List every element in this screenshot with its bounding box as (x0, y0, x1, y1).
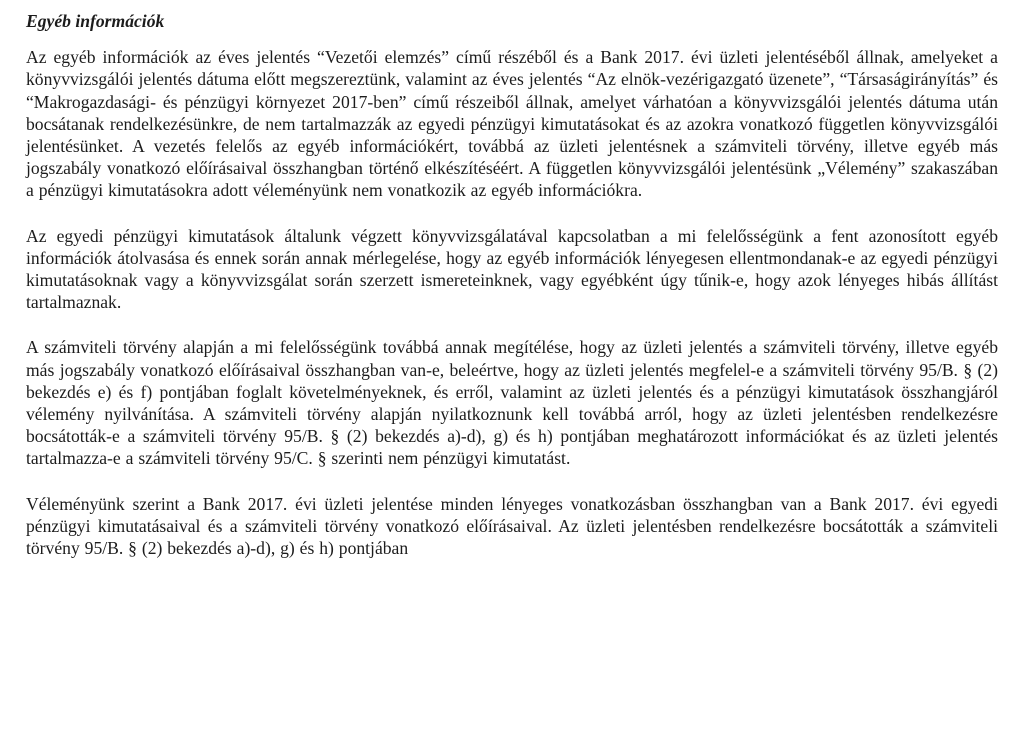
paragraph-auditor-responsibility: Az egyedi pénzügyi kimutatások általunk végzett könyvvizsgálatával kapcsolatban a mi felelősségünk a fent azonosított egyéb információk átolvasása és ennek során annak mérlegelése, hogy az egyéb információk lényegesen ellentmondanak-e az egyedi pénzügyi kimutatásoknak vagy a könyvvizsgálat során szerzett ismereteinknek, vagy egyébként úgy tűnik-e, hogy azok lényeges hibás állítást tartalmaznak. (26, 225, 998, 313)
paragraph-accounting-act: A számviteli törvény alapján a mi felelősségünk továbbá annak megítélése, hogy az üzleti jelentés a számviteli törvény, illetve egyéb más jogszabály vonatkozó előírásaival összhangban van-e, beleértve, hogy az üzleti jelentés megfelel-e a számviteli törvény 95/B. § (2) bekezdés e) és f) pontjában foglalt követelményeknek, és erről, valamint az üzleti jelentés és a pénzügyi kimutatások összhangjáról vélemény nyilvánítása. A számviteli törvény alapján nyilatkoznunk kell továbbá arról, hogy az üzleti jelentésben rendelkezésre bocsátották-e a számviteli törvény 95/B. § (2) bekezdés a)-d), g) és h) pontjában meghatározott információkat és az üzleti jelentés tartalmazza-e a számviteli törvény 95/C. § szerinti nem pénzügyi kimutatást. (26, 337, 998, 469)
paragraph-opinion: Véleményünk szerint a Bank 2017. évi üzleti jelentése minden lényeges vonatkozásban összhangban van a Bank 2017. évi egyedi pénzügyi kimutatásaival és a számviteli törvény vonatkozó előírásaival. Az üzleti jelentésben rendelkezésre bocsátották a számviteli törvény 95/B. § (2) bekezdés a)-d), g) és h) pontjában (26, 493, 998, 559)
section-heading: Egyéb információk (26, 11, 165, 31)
document-page (26, 10, 998, 559)
paragraph-other-information: Az egyéb információk az éves jelentés “Vezetői elemzés” című részéből és a Bank 2017. évi üzleti jelentéséből állnak, amelyeket a könyvvizsgálói jelentés dátuma előtt megszereztünk, valamint az éves jelentés “Az elnök-vezérigazgató üzenete”, “Társaságirányítás” és “Makrogazdasági- és pénzügyi környezet 2017-ben” című részeiből állnak, amelyet várhatóan a könyvvizsgálói jelentés dátuma után bocsátanak rendelkezésünkre, de nem tartalmazzák az egyedi pénzügyi kimutatásokat és az azokra vonatkozó független könyvvizsgálói jelentésünket. A vezetés felelős az egyéb információkért, továbbá az üzleti jelentésnek a számviteli törvény, illetve egyéb más jogszabály vonatkozó előírásaival összhangban történő elkészítéséért. A független könyvvizsgálói jelentésünk „Vélemény” szakaszában a pénzügyi kimutatásokra adott véleményünk nem vonatkozik az egyéb információkra. (26, 47, 998, 201)
